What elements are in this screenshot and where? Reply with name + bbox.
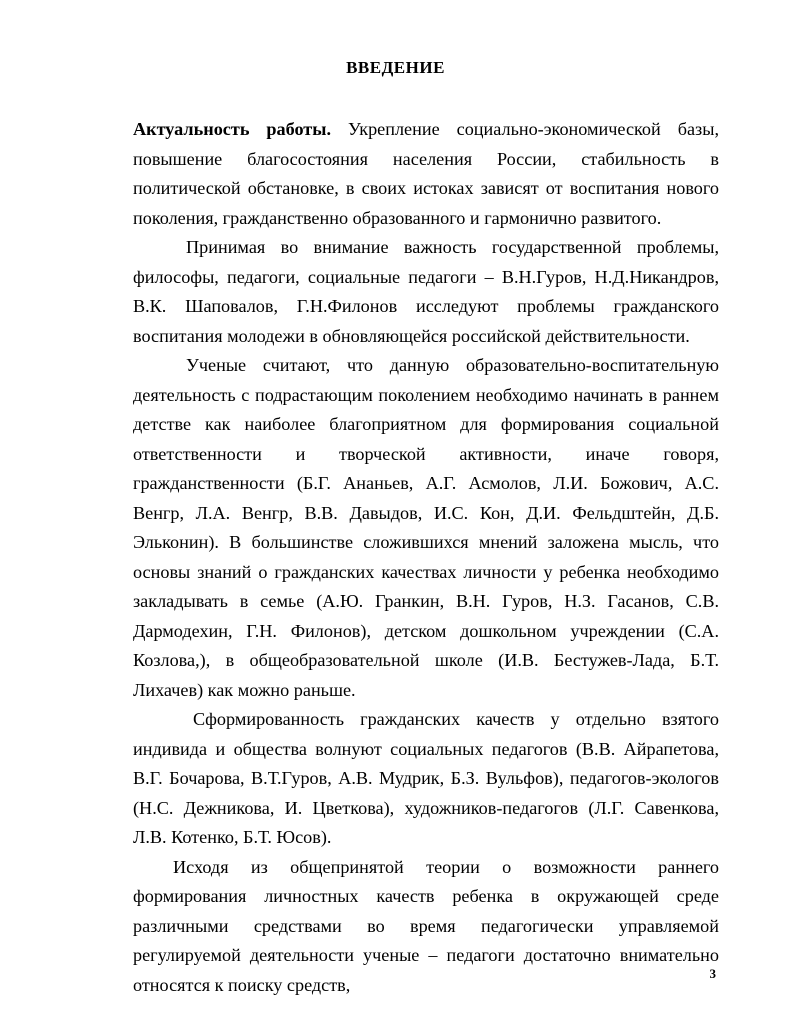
page-title: ВВЕДЕНИЕ <box>346 58 445 77</box>
relevance-text: Укрепление социально-экономической базы, повышение благосостояния населения России, стабильность в политической обстановке, в своих истоках зависят от воспитания нового поколения, гражданственно образованного и гармонично развитого. <box>133 119 719 228</box>
paragraph-relevance <box>133 115 719 233</box>
paragraph-3: Ученые считают, что данную образовательно-воспитательную деятельность с подрастающим поколением необходимо начинать в раннем детстве как наиболее благоприятном для формирования социальной ответственности и творческой активности, иначе говоря, гражданственности (Б.Г. Ананьев, А.Г. Асмолов, Л.И. Божович, А.С. Венгр, Л.А. Венгр, В.В. Давыдов, И.С. Кон, Д.И. Фельдштейн, Д.Б. Эльконин). В большинстве сложившихся мнений заложена мысль, что основы знаний о гражданских качествах личности у ребенка необходимо закладывать в семье (А.Ю. Гранкин, В.Н. Гуров, Н.З. Гасанов, С.В. Дармодехин, Г.Н. Филонов), детском дошкольном учреждении (С.А. Козлова,), в общеобразовательной школе (И.В. Бестужев-Лада, Б.Т. Лихачев) как можно раньше. <box>133 355 719 700</box>
relevance-heading: Актуальность работы. <box>133 119 331 139</box>
paragraph-5: Исходя из общепринятой теории о возможности раннего формирования личностных качеств ребенка в окружающей среде различными средствами во время педагогически управляемой регулируемой деятельности ученые – педагоги достаточно внимательно относятся к поиску средств, <box>133 856 719 995</box>
document-body <box>133 115 719 1000</box>
paragraph-4: Сформированность гражданских качеств у отдельно взятого индивида и общества волнуют социальных педагогов (В.В. Айрапетова, В.Г. Бочарова, В.Т.Гуров, А.В. Мудрик, Б.З. Вульфов), педагогов-экологов (Н.С. Дежникова, И. Цветкова), художников-педагогов (Л.Г. Савенкова, Л.В. Котенко, Б.Т. Юсов). <box>133 709 719 847</box>
paragraph-2: Принимая во внимание важность государственной проблемы, философы, педагоги, социальные педагоги – В.Н.Гуров, Н.Д.Никандров, В.К. Шаповалов, Г.Н.Филонов исследуют проблемы гражданского воспитания молодежи в обновляющейся российской действительности. <box>133 237 719 346</box>
page-number: 3 <box>709 966 716 981</box>
